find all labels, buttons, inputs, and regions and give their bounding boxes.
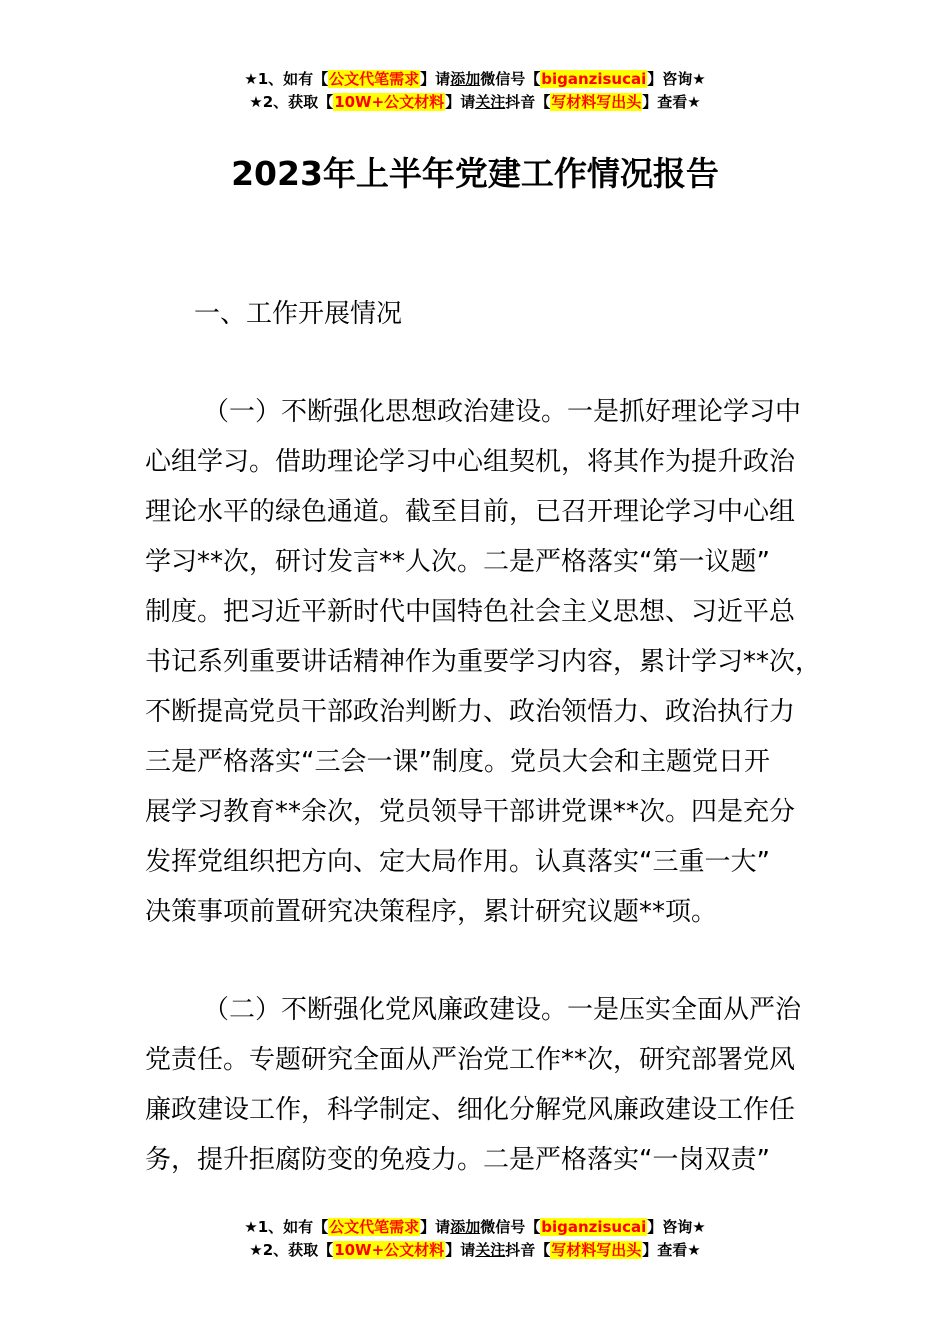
highlight-douyin-account: 写材料写出头 <box>551 93 642 111</box>
paragraph-2 <box>145 985 835 1185</box>
highlight-service: 公文代笔需求 <box>329 70 420 88</box>
highlight-materials: 10W+公文材料 <box>334 1241 445 1259</box>
banner-line-2: ★2、获取【10W+公文材料】请关注抖音【写材料写出头】查看★ <box>249 1241 701 1259</box>
paragraph-line: 决策事项前置研究决策程序，累计研究议题**项。 <box>145 897 718 927</box>
highlight-douyin-account: 写材料写出头 <box>551 1241 642 1259</box>
paragraph-line: 展学习教育**余次，党员领导干部讲党课**次。四是充分 <box>145 797 796 827</box>
footer-banner <box>0 1216 950 1262</box>
paragraph-line: （二）不断强化党风廉政建设。一是压实全面从严治 <box>203 995 802 1025</box>
paragraph-line: 心组学习。借助理论学习中心组契机，将其作为提升政治 <box>145 447 796 477</box>
document-title: 2023年上半年党建工作情况报告 <box>231 154 719 193</box>
paragraph-line: 务，提升拒腐防变的免疫力。二是严格落实“一岗双责” <box>145 1145 770 1175</box>
header-banner <box>0 68 950 114</box>
paragraph-line: 不断提高党员干部政治判断力、政治领悟力、政治执行力 <box>145 697 796 727</box>
highlight-materials: 10W+公文材料 <box>334 93 445 111</box>
paragraph-line: 书记系列重要讲话精神作为重要学习内容，累计学习**次， <box>145 647 822 677</box>
paragraph-line: 学习**次，研讨发言**人次。二是严格落实“第一议题” <box>145 547 770 577</box>
paragraph-line: （一）不断强化思想政治建设。一是抓好理论学习中 <box>203 397 802 427</box>
paragraph-line: 发挥党组织把方向、定大局作用。认真落实“三重一大” <box>145 847 770 877</box>
banner-line-2: ★2、获取【10W+公文材料】请关注抖音【写材料写出头】查看★ <box>249 93 701 111</box>
paragraph-line: 理论水平的绿色通道。截至目前，已召开理论学习中心组 <box>145 497 796 527</box>
section-heading: 一、工作开展情况 <box>194 299 403 329</box>
banner-line-1: ★1、如有【公文代笔需求】请添加微信号【biganzisucai】咨询★ <box>244 70 706 88</box>
highlight-service: 公文代笔需求 <box>329 1218 420 1236</box>
paragraph-line: 党责任。专题研究全面从严治党工作**次，研究部署党风 <box>145 1045 796 1075</box>
banner-line-1: ★1、如有【公文代笔需求】请添加微信号【biganzisucai】咨询★ <box>244 1218 706 1236</box>
highlight-wechat-id: biganzisucai <box>541 70 647 88</box>
paragraph-line: 三是严格落实“三会一课”制度。党员大会和主题党日开 <box>145 747 770 777</box>
paragraph-1 <box>145 387 835 937</box>
highlight-wechat-id: biganzisucai <box>541 1218 647 1236</box>
paragraph-line: 廉政建设工作，科学制定、细化分解党风廉政建设工作任 <box>145 1095 796 1125</box>
paragraph-line: 制度。把习近平新时代中国特色社会主义思想、习近平总 <box>145 597 796 627</box>
